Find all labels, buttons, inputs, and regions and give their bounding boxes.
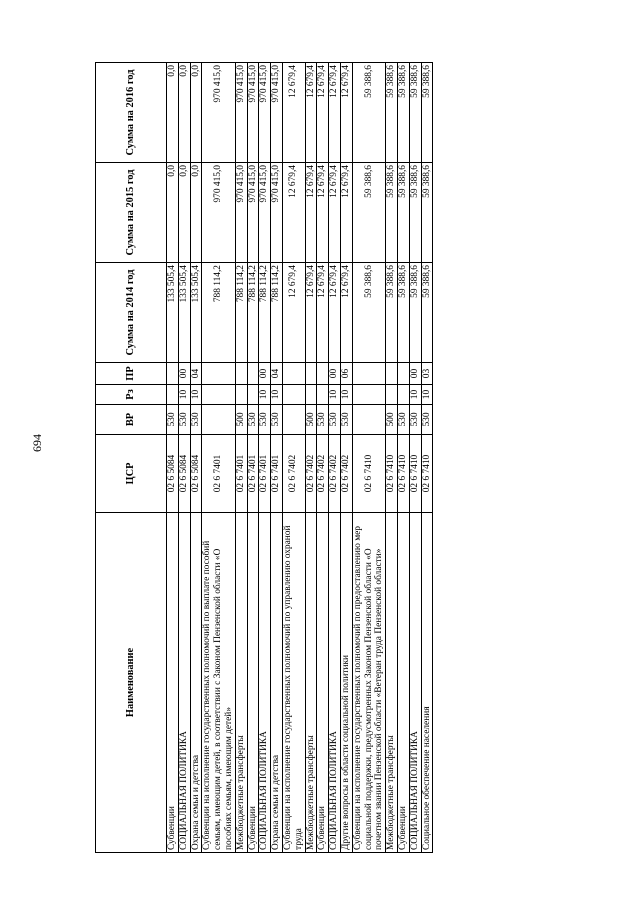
row-name: СОЦИАЛЬНАЯ ПОЛИТИКА	[178, 513, 190, 853]
row-vr: 530	[247, 405, 259, 435]
row-sum-2016: 12 679,4	[282, 63, 305, 163]
row-vr: 530	[340, 405, 352, 435]
table-row	[409, 63, 421, 853]
row-csr: 02 6 7410	[352, 435, 385, 513]
row-sum-2014: 12 679,4	[305, 263, 317, 363]
header-rz: Рз	[96, 385, 167, 405]
row-vr: 530	[409, 405, 421, 435]
row-vr: 500	[235, 405, 247, 435]
row-pr: 00	[409, 363, 421, 385]
header-name: Наименование	[96, 513, 167, 853]
row-name: Межбюджетные трансферты	[235, 513, 247, 853]
table-row	[259, 63, 271, 853]
table-row	[340, 63, 352, 853]
row-rz	[167, 385, 179, 405]
row-sum-2014: 59 388,6	[397, 263, 409, 363]
header-sum-2015: Сумма на 2015 год	[96, 163, 167, 263]
row-sum-2015: 59 388,6	[386, 163, 398, 263]
row-csr: 02 6 5084	[190, 435, 202, 513]
row-sum-2014: 12 679,4	[282, 263, 305, 363]
row-sum-2015: 12 679,4	[282, 163, 305, 263]
row-sum-2015: 59 388,6	[409, 163, 421, 263]
row-pr	[247, 363, 259, 385]
row-vr: 530	[259, 405, 271, 435]
row-csr: 02 6 7402	[305, 435, 317, 513]
row-sum-2015: 970 415,0	[202, 163, 235, 263]
table-row	[167, 63, 179, 853]
row-sum-2015: 12 679,4	[305, 163, 317, 263]
row-sum-2016: 970 415,0	[202, 63, 235, 163]
row-sum-2016: 59 388,6	[352, 63, 385, 163]
row-csr: 02 6 7402	[329, 435, 341, 513]
budget-table	[95, 62, 433, 853]
row-rz	[386, 385, 398, 405]
row-name: СОЦИАЛЬНАЯ ПОЛИТИКА	[329, 513, 341, 853]
row-sum-2014: 133 505,4	[190, 263, 202, 363]
row-pr: 00	[178, 363, 190, 385]
row-rz	[235, 385, 247, 405]
row-name: Субвенции	[317, 513, 329, 853]
row-csr: 02 6 5084	[167, 435, 179, 513]
row-sum-2016: 59 388,6	[386, 63, 398, 163]
row-name: СОЦИАЛЬНАЯ ПОЛИТИКА	[409, 513, 421, 853]
row-rz: 10	[409, 385, 421, 405]
row-sum-2015: 970 415,0	[271, 163, 283, 263]
row-csr: 02 6 7410	[421, 435, 433, 513]
row-sum-2015: 0,0	[190, 163, 202, 263]
row-sum-2014: 59 388,6	[352, 263, 385, 363]
row-name: Субвенции на исполнение государственных полномочий по управлению охраной труда	[282, 513, 305, 853]
row-sum-2014: 133 505,4	[178, 263, 190, 363]
row-sum-2016: 59 388,6	[421, 63, 433, 163]
header-sum-2014: Сумма на 2014 год	[96, 263, 167, 363]
row-sum-2015: 12 679,4	[340, 163, 352, 263]
table-row	[282, 63, 305, 853]
row-sum-2015: 970 415,0	[235, 163, 247, 263]
row-vr: 530	[317, 405, 329, 435]
row-sum-2014: 12 679,4	[340, 263, 352, 363]
row-pr	[202, 363, 235, 385]
row-sum-2015: 59 388,6	[352, 163, 385, 263]
row-rz: 10	[259, 385, 271, 405]
row-csr: 02 6 7402	[317, 435, 329, 513]
row-sum-2014: 133 505,4	[167, 263, 179, 363]
table-row	[352, 63, 385, 853]
row-pr: 00	[329, 363, 341, 385]
header-sum-2016: Сумма на 2016 год	[96, 63, 167, 163]
row-sum-2014: 59 388,6	[421, 263, 433, 363]
row-rz: 10	[178, 385, 190, 405]
row-name: Социальное обеспечение населения	[421, 513, 433, 853]
row-sum-2015: 12 679,4	[329, 163, 341, 263]
row-name: СОЦИАЛЬНАЯ ПОЛИТИКА	[259, 513, 271, 853]
row-csr: 02 6 7401	[235, 435, 247, 513]
row-sum-2015: 59 388,6	[421, 163, 433, 263]
row-csr: 02 6 7401	[202, 435, 235, 513]
row-pr: 04	[271, 363, 283, 385]
row-pr	[317, 363, 329, 385]
row-csr: 02 6 7401	[271, 435, 283, 513]
row-pr	[235, 363, 247, 385]
row-vr: 530	[397, 405, 409, 435]
row-rz	[282, 385, 305, 405]
row-pr: 00	[259, 363, 271, 385]
row-rz	[305, 385, 317, 405]
row-rz: 10	[421, 385, 433, 405]
row-sum-2016: 12 679,4	[317, 63, 329, 163]
table-row	[317, 63, 329, 853]
row-pr: 04	[190, 363, 202, 385]
row-sum-2016: 12 679,4	[305, 63, 317, 163]
row-rz	[352, 385, 385, 405]
row-vr: 530	[190, 405, 202, 435]
row-name: Субвенции	[247, 513, 259, 853]
table-row	[397, 63, 409, 853]
row-sum-2014: 788 114,2	[235, 263, 247, 363]
row-vr: 530	[167, 405, 179, 435]
row-vr: 530	[178, 405, 190, 435]
row-pr	[282, 363, 305, 385]
row-sum-2016: 970 415,0	[247, 63, 259, 163]
row-csr: 02 6 7410	[409, 435, 421, 513]
row-name: Субвенции	[167, 513, 179, 853]
row-sum-2015: 970 415,0	[259, 163, 271, 263]
header-pr: ПР	[96, 363, 167, 385]
row-vr	[202, 405, 235, 435]
row-sum-2016: 970 415,0	[259, 63, 271, 163]
rotated-table-container	[95, 63, 510, 853]
row-sum-2014: 12 679,4	[317, 263, 329, 363]
row-rz: 10	[340, 385, 352, 405]
row-vr	[352, 405, 385, 435]
table-row	[421, 63, 433, 853]
table-body	[167, 63, 433, 853]
row-csr: 02 6 7402	[340, 435, 352, 513]
row-name: Субвенции	[397, 513, 409, 853]
row-rz: 10	[271, 385, 283, 405]
row-rz	[317, 385, 329, 405]
row-sum-2016: 0,0	[178, 63, 190, 163]
row-pr	[397, 363, 409, 385]
table-row	[386, 63, 398, 853]
page-number: 694	[30, 434, 44, 452]
row-pr	[305, 363, 317, 385]
row-vr: 500	[386, 405, 398, 435]
row-sum-2016: 970 415,0	[271, 63, 283, 163]
row-name: Субвенции на исполнение государственных полномочий по предоставлению мер социальной поддержки, предусмотренных Законом Пензенской области «О почетном звании Пензенской области «Ветеран труда Пензенской области»	[352, 513, 385, 853]
table-row	[329, 63, 341, 853]
row-vr: 530	[421, 405, 433, 435]
row-vr	[282, 405, 305, 435]
row-pr	[352, 363, 385, 385]
row-sum-2016: 970 415,0	[235, 63, 247, 163]
row-rz: 10	[329, 385, 341, 405]
row-sum-2015: 12 679,4	[317, 163, 329, 263]
row-rz: 10	[190, 385, 202, 405]
table-row	[235, 63, 247, 853]
table-row	[247, 63, 259, 853]
row-name: Охрана семьи и детства	[190, 513, 202, 853]
row-csr: 02 6 7401	[259, 435, 271, 513]
row-vr: 530	[271, 405, 283, 435]
row-sum-2016: 12 679,4	[340, 63, 352, 163]
row-sum-2016: 12 679,4	[329, 63, 341, 163]
row-pr	[386, 363, 398, 385]
row-csr: 02 6 7402	[282, 435, 305, 513]
row-sum-2014: 12 679,4	[329, 263, 341, 363]
row-pr	[167, 363, 179, 385]
header-vr: ВР	[96, 405, 167, 435]
row-sum-2014: 788 114,2	[247, 263, 259, 363]
row-sum-2015: 970 415,0	[247, 163, 259, 263]
table-row	[202, 63, 235, 853]
row-pr: 06	[340, 363, 352, 385]
row-sum-2014: 59 388,6	[386, 263, 398, 363]
table-row	[178, 63, 190, 853]
row-sum-2015: 0,0	[178, 163, 190, 263]
row-pr: 03	[421, 363, 433, 385]
row-rz	[247, 385, 259, 405]
row-sum-2014: 788 114,2	[259, 263, 271, 363]
table-row	[190, 63, 202, 853]
row-sum-2015: 0,0	[167, 163, 179, 263]
row-rz	[202, 385, 235, 405]
row-name: Охрана семьи и детства	[271, 513, 283, 853]
table-row	[271, 63, 283, 853]
row-csr: 02 6 7410	[386, 435, 398, 513]
row-sum-2015: 59 388,6	[397, 163, 409, 263]
row-csr: 02 6 7401	[247, 435, 259, 513]
row-sum-2014: 59 388,6	[409, 263, 421, 363]
header-csr: ЦСР	[96, 435, 167, 513]
row-sum-2016: 59 388,6	[397, 63, 409, 163]
row-name: Межбюджетные трансферты	[386, 513, 398, 853]
row-name: Другие вопросы в области социальной политики	[340, 513, 352, 853]
row-sum-2016: 59 388,6	[409, 63, 421, 163]
row-sum-2014: 788 114,2	[202, 263, 235, 363]
row-name: Субвенции на исполнение государственных полномочий по выплате пособий семьям, имеющим детей, в соответствии с Законом Пензенской области «О пособиях семьям, имеющим детей»	[202, 513, 235, 853]
row-sum-2016: 0,0	[167, 63, 179, 163]
row-name: Межбюджетные трансферты	[305, 513, 317, 853]
table-row	[305, 63, 317, 853]
row-sum-2016: 0,0	[190, 63, 202, 163]
row-vr: 530	[329, 405, 341, 435]
header-row	[96, 63, 167, 853]
row-csr: 02 6 7410	[397, 435, 409, 513]
row-csr: 02 6 5084	[178, 435, 190, 513]
row-vr: 500	[305, 405, 317, 435]
row-rz	[397, 385, 409, 405]
row-sum-2014: 788 114,2	[271, 263, 283, 363]
